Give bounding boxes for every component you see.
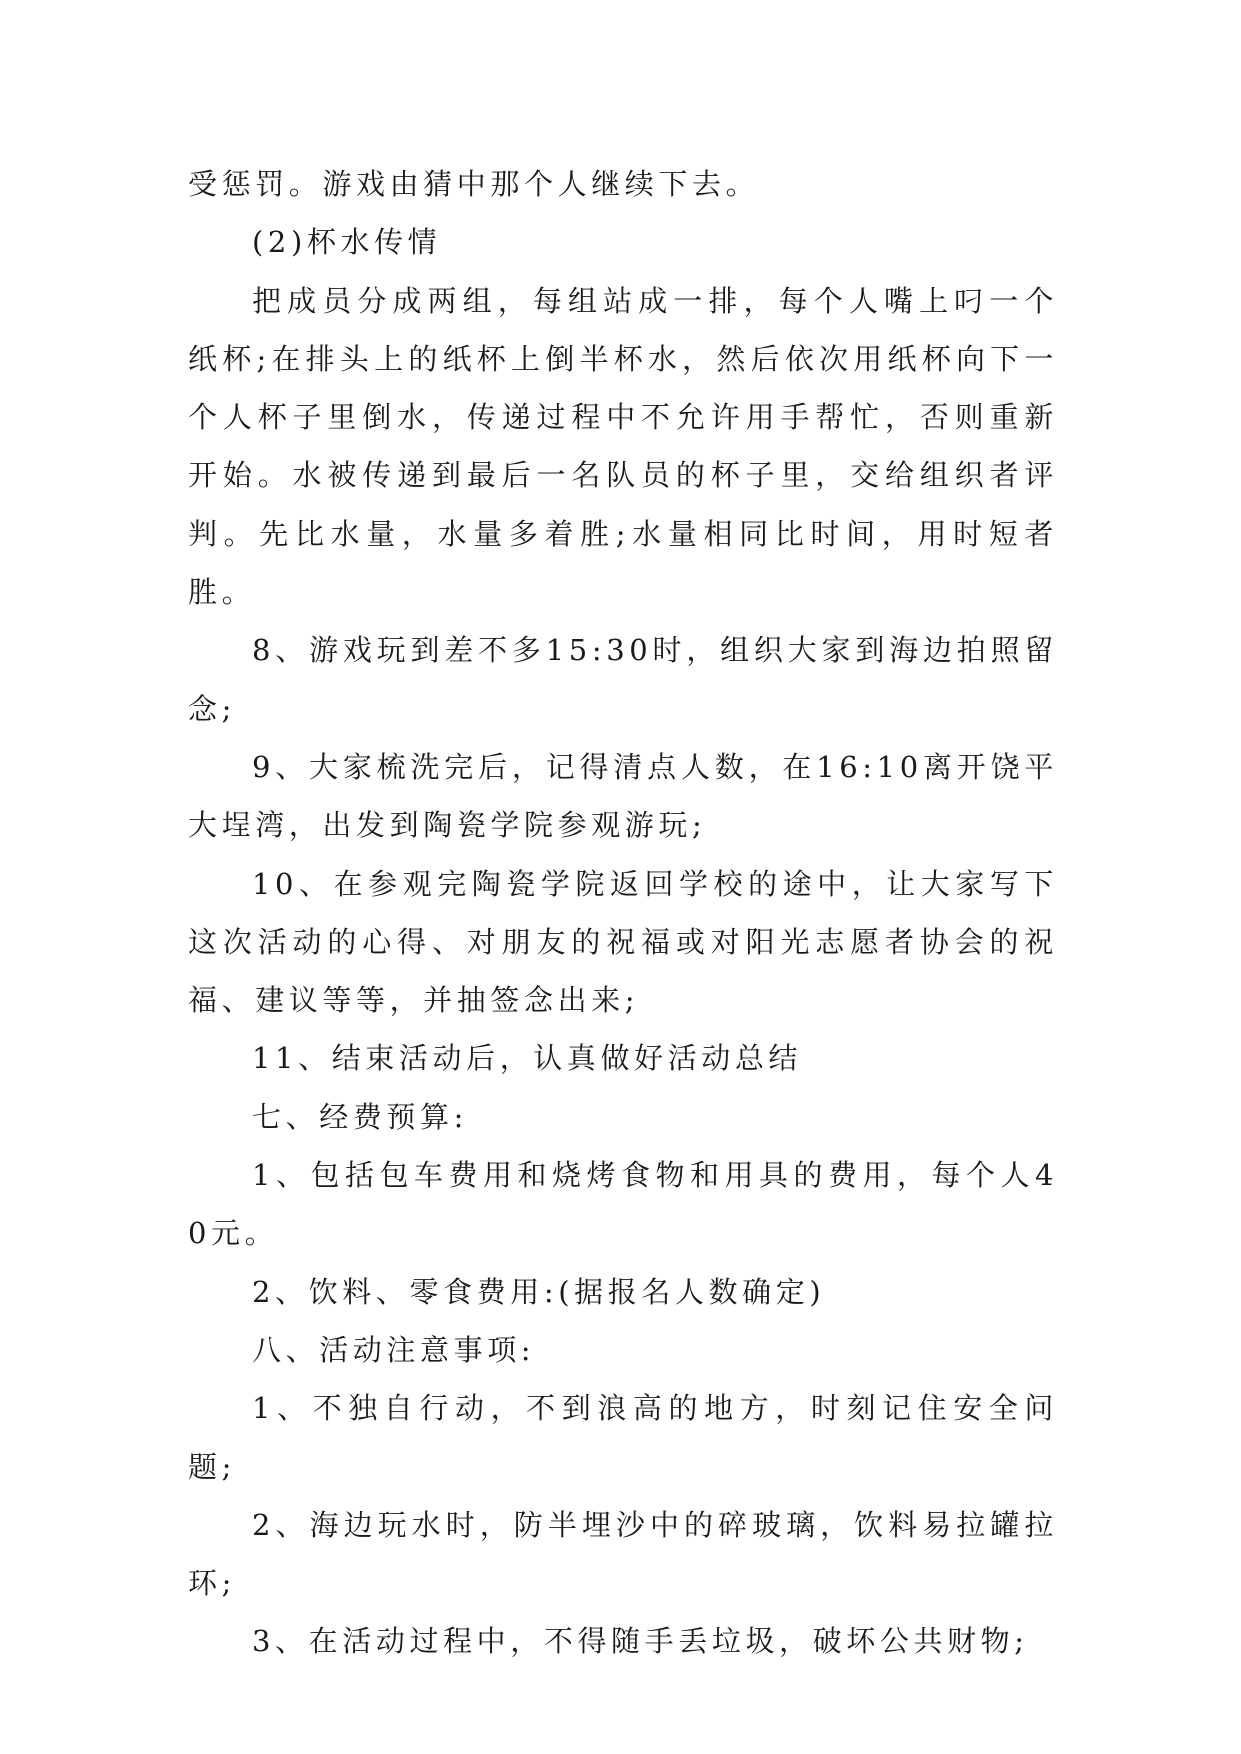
- document-body: [188, 155, 1058, 1671]
- paragraph-item-11: 11、结束活动后，认真做好活动总结: [252, 1041, 803, 1076]
- paragraph-game-title: (2)杯水传情: [252, 225, 442, 260]
- paragraph-budget-2: 2、饮料、零食费用:(据报名人数确定): [252, 1274, 826, 1309]
- paragraph-note-2: 2、海边玩水时，防半埋沙中的碎玻璃，饮料易拉罐拉环;: [188, 1507, 1058, 1601]
- paragraph-game-rules: 把成员分成两组，每组站成一排，每个人嘴上叼一个纸杯;在排头上的纸杯上倒半杯水，然后依次用纸杯向下一个人杯子里倒水，传递过程中不允许用手帮忙，否则重新开始。水被传递到最后一名队员的杯子里，交给组织者评判。先比水量，水量多着胜;水量相同比时间，用时短者胜。: [188, 283, 1058, 610]
- paragraph-item-8: 8、游戏玩到差不多15:30时，组织大家到海边拍照留念;: [188, 633, 1058, 726]
- paragraph-note-1: 1、不独自行动，不到浪高的地方，时刻记住安全问题;: [188, 1391, 1058, 1484]
- paragraph-budget-1: 1、包括包车费用和烧烤食物和用具的费用，每个人40元。: [188, 1158, 1058, 1251]
- paragraph-continuation: 受惩罚。游戏由猜中那个人继续下去。: [188, 167, 760, 201]
- paragraph-item-9: 9、大家梳洗完后，记得清点人数，在16:10离开饶平大埕湾，出发到陶瓷学院参观游玩;: [188, 749, 1058, 843]
- paragraph-note-3: 3、在活动过程中，不得随手丢垃圾，破坏公共财物;: [252, 1624, 1029, 1659]
- paragraph-item-10: 10、在参观完陶瓷学院返回学校的途中，让大家写下这次活动的心得、对朋友的祝福或对阳光志愿者协会的祝福、建议等等，并抽签念出来;: [188, 866, 1058, 1018]
- section-heading-budget: 七、经费预算:: [252, 1099, 468, 1134]
- section-heading-notes: 八、活动注意事项:: [252, 1332, 536, 1367]
